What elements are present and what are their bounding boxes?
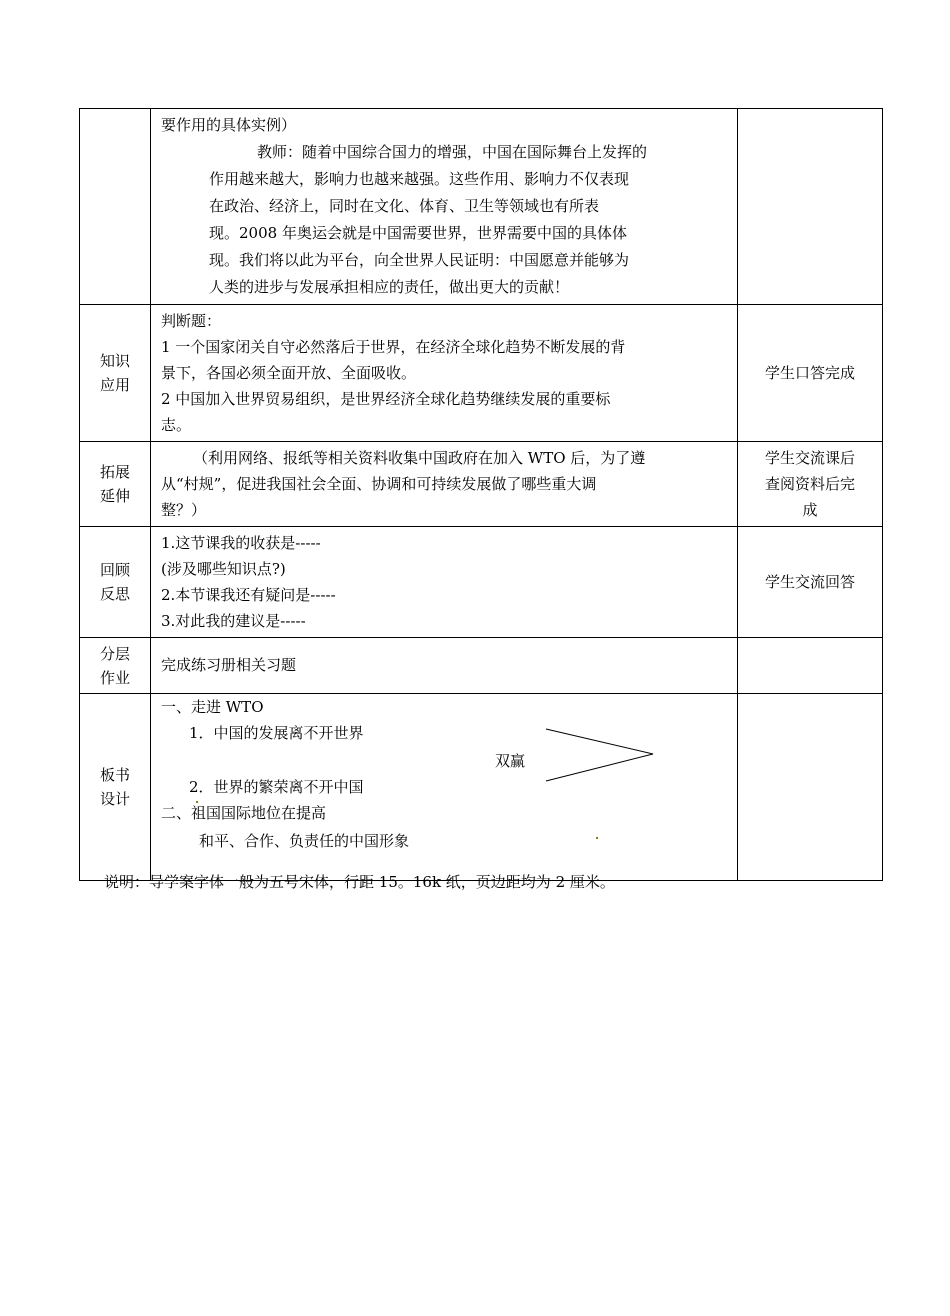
stray-mark [196,801,198,803]
content-line: 1.这节课我的收获是----- [161,534,321,552]
content-line: 志。 [161,416,192,434]
content-line: 现。2008 年奥运会就是中国需要世界，世界需要中国的具体体 [209,224,627,242]
content-line: 作用越来越大，影响力也越来越强。这些作用、影响力不仅表现 [209,170,630,188]
row-content [151,638,738,694]
row-remark: 学生交流回答 [738,527,883,638]
row-label [80,109,151,305]
row-content [151,442,738,527]
row-label: 回顾 反思 [80,527,151,638]
content-line: （利用网络、报纸等相关资料收集中国政府在加入 WTO 后，为了遵 [193,449,646,467]
row-label: 知识 应用 [80,305,151,442]
row-content [151,109,738,305]
row-label: 分层 作业 [80,638,151,694]
content-line: 2 中国加入世界贸易组织，是世界经济全球化趋势继续发展的重要标 [161,390,611,408]
row-remark [738,109,883,305]
page-note: 说明：导学案字体一般为五号宋体，行距 15。16k 纸，页边距均为 2 厘米。 [104,873,615,891]
board-line: 一、走进 WTO [161,698,264,716]
board-line: 和平、合作、负责任的中国形象 [199,832,410,850]
content-line: (涉及哪些知识点?) [161,560,286,578]
board-line: 二、祖国国际地位在提高 [161,804,327,822]
stray-mark [596,837,598,839]
content-line: 1 一个国家闭关自守必然落后于世界，在经济全球化趋势不断发展的背 [161,338,626,356]
content-line: 完成练习册相关习题 [161,656,297,674]
content-line: 教师：随着中国综合国力的增强，中国在国际舞台上发挥的 [257,143,648,161]
row-content [151,527,738,638]
content-line: 3.对此我的建议是----- [161,612,306,630]
table-row [80,638,883,694]
table-row [80,694,883,881]
row-label: 拓展 延伸 [80,442,151,527]
row-remark: 学生交流课后 查阅资料后完 成 [738,442,883,527]
table-row [80,442,883,527]
board-line: 1．中国的发展离不开世界 [189,724,364,742]
content-line: 从“村规”，促进我国社会全面、协调和可持续发展做了哪些重大调 [161,475,597,493]
arrow-label: 双赢 [495,752,526,770]
row-content [151,694,738,881]
double-arrow-shape [541,724,661,784]
content-line: 判断题： [161,312,222,330]
row-label: 板书 设计 [80,694,151,881]
row-content [151,305,738,442]
board-line: 2．世界的繁荣离不开中国 [189,778,364,796]
content-line: 在政治、经济上，同时在文化、体育、卫生等领域也有所表 [209,197,600,215]
content-line: 要作用的具体实例） [161,116,297,134]
content-line: 整？） [161,501,207,519]
table-row [80,305,883,442]
table-row [80,109,883,305]
row-remark: 学生口答完成 [738,305,883,442]
row-remark [738,638,883,694]
blackboard-design [151,694,737,880]
content-line: 景下，各国必须全面开放、全面吸收。 [161,364,417,382]
content-line: 2.本节课我还有疑问是----- [161,586,336,604]
content-line: 现。我们将以此为平台，向全世界人民证明：中国愿意并能够为 [209,251,630,269]
row-remark [738,694,883,881]
lesson-plan-table [79,108,883,881]
table-row [80,527,883,638]
content-line: 人类的进步与发展承担相应的责任，做出更大的贡献！ [209,278,570,296]
